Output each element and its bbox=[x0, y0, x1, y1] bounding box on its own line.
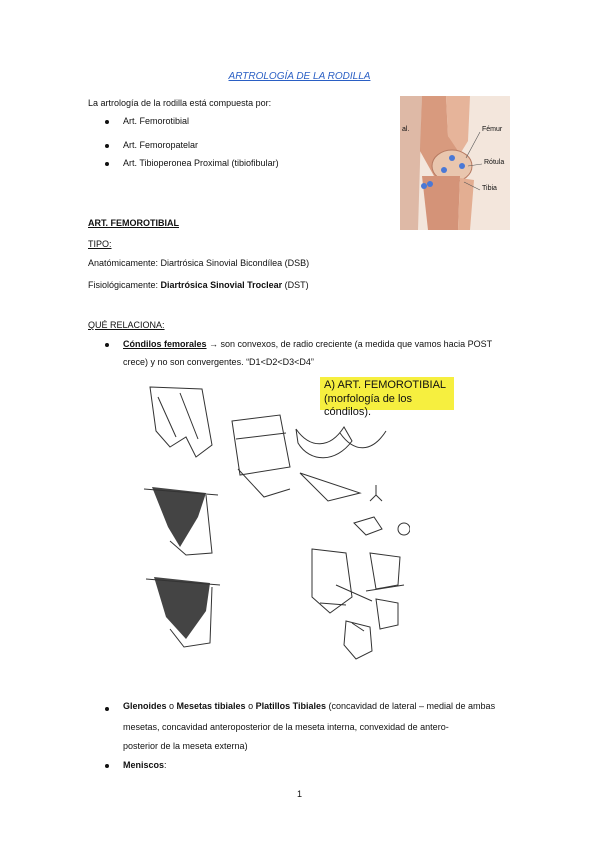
intro-list-item: Art. Femoropatelar bbox=[123, 140, 199, 150]
glenoides-bold-3: Platillos Tibiales bbox=[255, 701, 326, 711]
physio-suffix: (DST) bbox=[282, 280, 309, 290]
bullet-icon bbox=[105, 707, 109, 711]
intro-list-item: Art. Femorotibial bbox=[123, 116, 190, 126]
knee-label-rotula: Rótula bbox=[484, 159, 505, 166]
condyle-morphology-figure bbox=[140, 377, 447, 667]
bullet-icon bbox=[105, 144, 109, 148]
glenoides-o-2: o bbox=[245, 701, 256, 711]
glenoides-line-2: mesetas, concavidad anteroposterior de la meseta interna, convexidad de antero- bbox=[123, 722, 449, 732]
anatomic-value: Diartrósica Sinovial Bicondílea (DSB) bbox=[160, 258, 310, 268]
relates-label: QUÉ RELACIONA: bbox=[88, 320, 165, 330]
meniscos-line bbox=[123, 759, 167, 771]
anatomic-line bbox=[88, 257, 309, 269]
knee-label-left: al. bbox=[402, 126, 410, 133]
meniscos-bold: Meniscos bbox=[123, 760, 165, 770]
anatomic-prefix: Anatómicamente: bbox=[88, 258, 161, 268]
bullet-icon bbox=[105, 120, 109, 124]
glenoides-o-1: o bbox=[166, 701, 177, 711]
glenoides-bold-1: Glenoides bbox=[123, 701, 167, 711]
knee-label-femur: Fémur bbox=[482, 126, 503, 133]
glenoides-line-1 bbox=[123, 700, 495, 712]
bullet-icon bbox=[105, 162, 109, 166]
physio-bold: Diartrósica Sinovial Troclear bbox=[160, 280, 283, 290]
physio-line bbox=[88, 279, 309, 291]
glenoides-text-1: (concavidad de lateral – medial de ambas bbox=[325, 701, 496, 711]
bullet-icon bbox=[105, 343, 109, 347]
intro-text: La artrología de la rodilla está compuesta por: bbox=[88, 98, 272, 108]
condilos-line-2: crece) y no son convergentes. “D1<D2<D3<D4” bbox=[123, 357, 314, 367]
meniscos-suffix: : bbox=[164, 760, 167, 770]
intro-list-item: Art. Tibioperonea Proximal (tibiofibular) bbox=[123, 158, 279, 168]
tipo-label: TIPO: bbox=[88, 239, 112, 249]
figure-banner-line-1: A) ART. FEMOROTIBIAL bbox=[324, 379, 447, 391]
glenoides-line-3: posterior de la meseta externa) bbox=[123, 741, 248, 751]
condilos-line-1 bbox=[123, 338, 492, 350]
figure-banner-line-2: (morfología de los cóndilos). bbox=[324, 393, 413, 418]
page-number: 1 bbox=[296, 789, 302, 799]
figure-banner bbox=[320, 377, 454, 418]
physio-prefix: Fisiológicamente: bbox=[88, 280, 161, 290]
knee-label-tibia: Tibia bbox=[482, 185, 497, 192]
document-title: ARTROLOGÍA DE LA RODILLA bbox=[228, 71, 371, 82]
bullet-icon bbox=[105, 764, 109, 768]
knee-anatomy-image bbox=[400, 96, 510, 230]
glenoides-bold-2: Mesetas tibiales bbox=[176, 701, 246, 711]
condilos-text-1: → son convexos, de radio creciente (a medida que vamos hacia POST bbox=[206, 339, 493, 349]
condilos-bold: Cóndilos femorales bbox=[123, 339, 207, 349]
section-heading: ART. FEMOROTIBIAL bbox=[88, 218, 179, 228]
